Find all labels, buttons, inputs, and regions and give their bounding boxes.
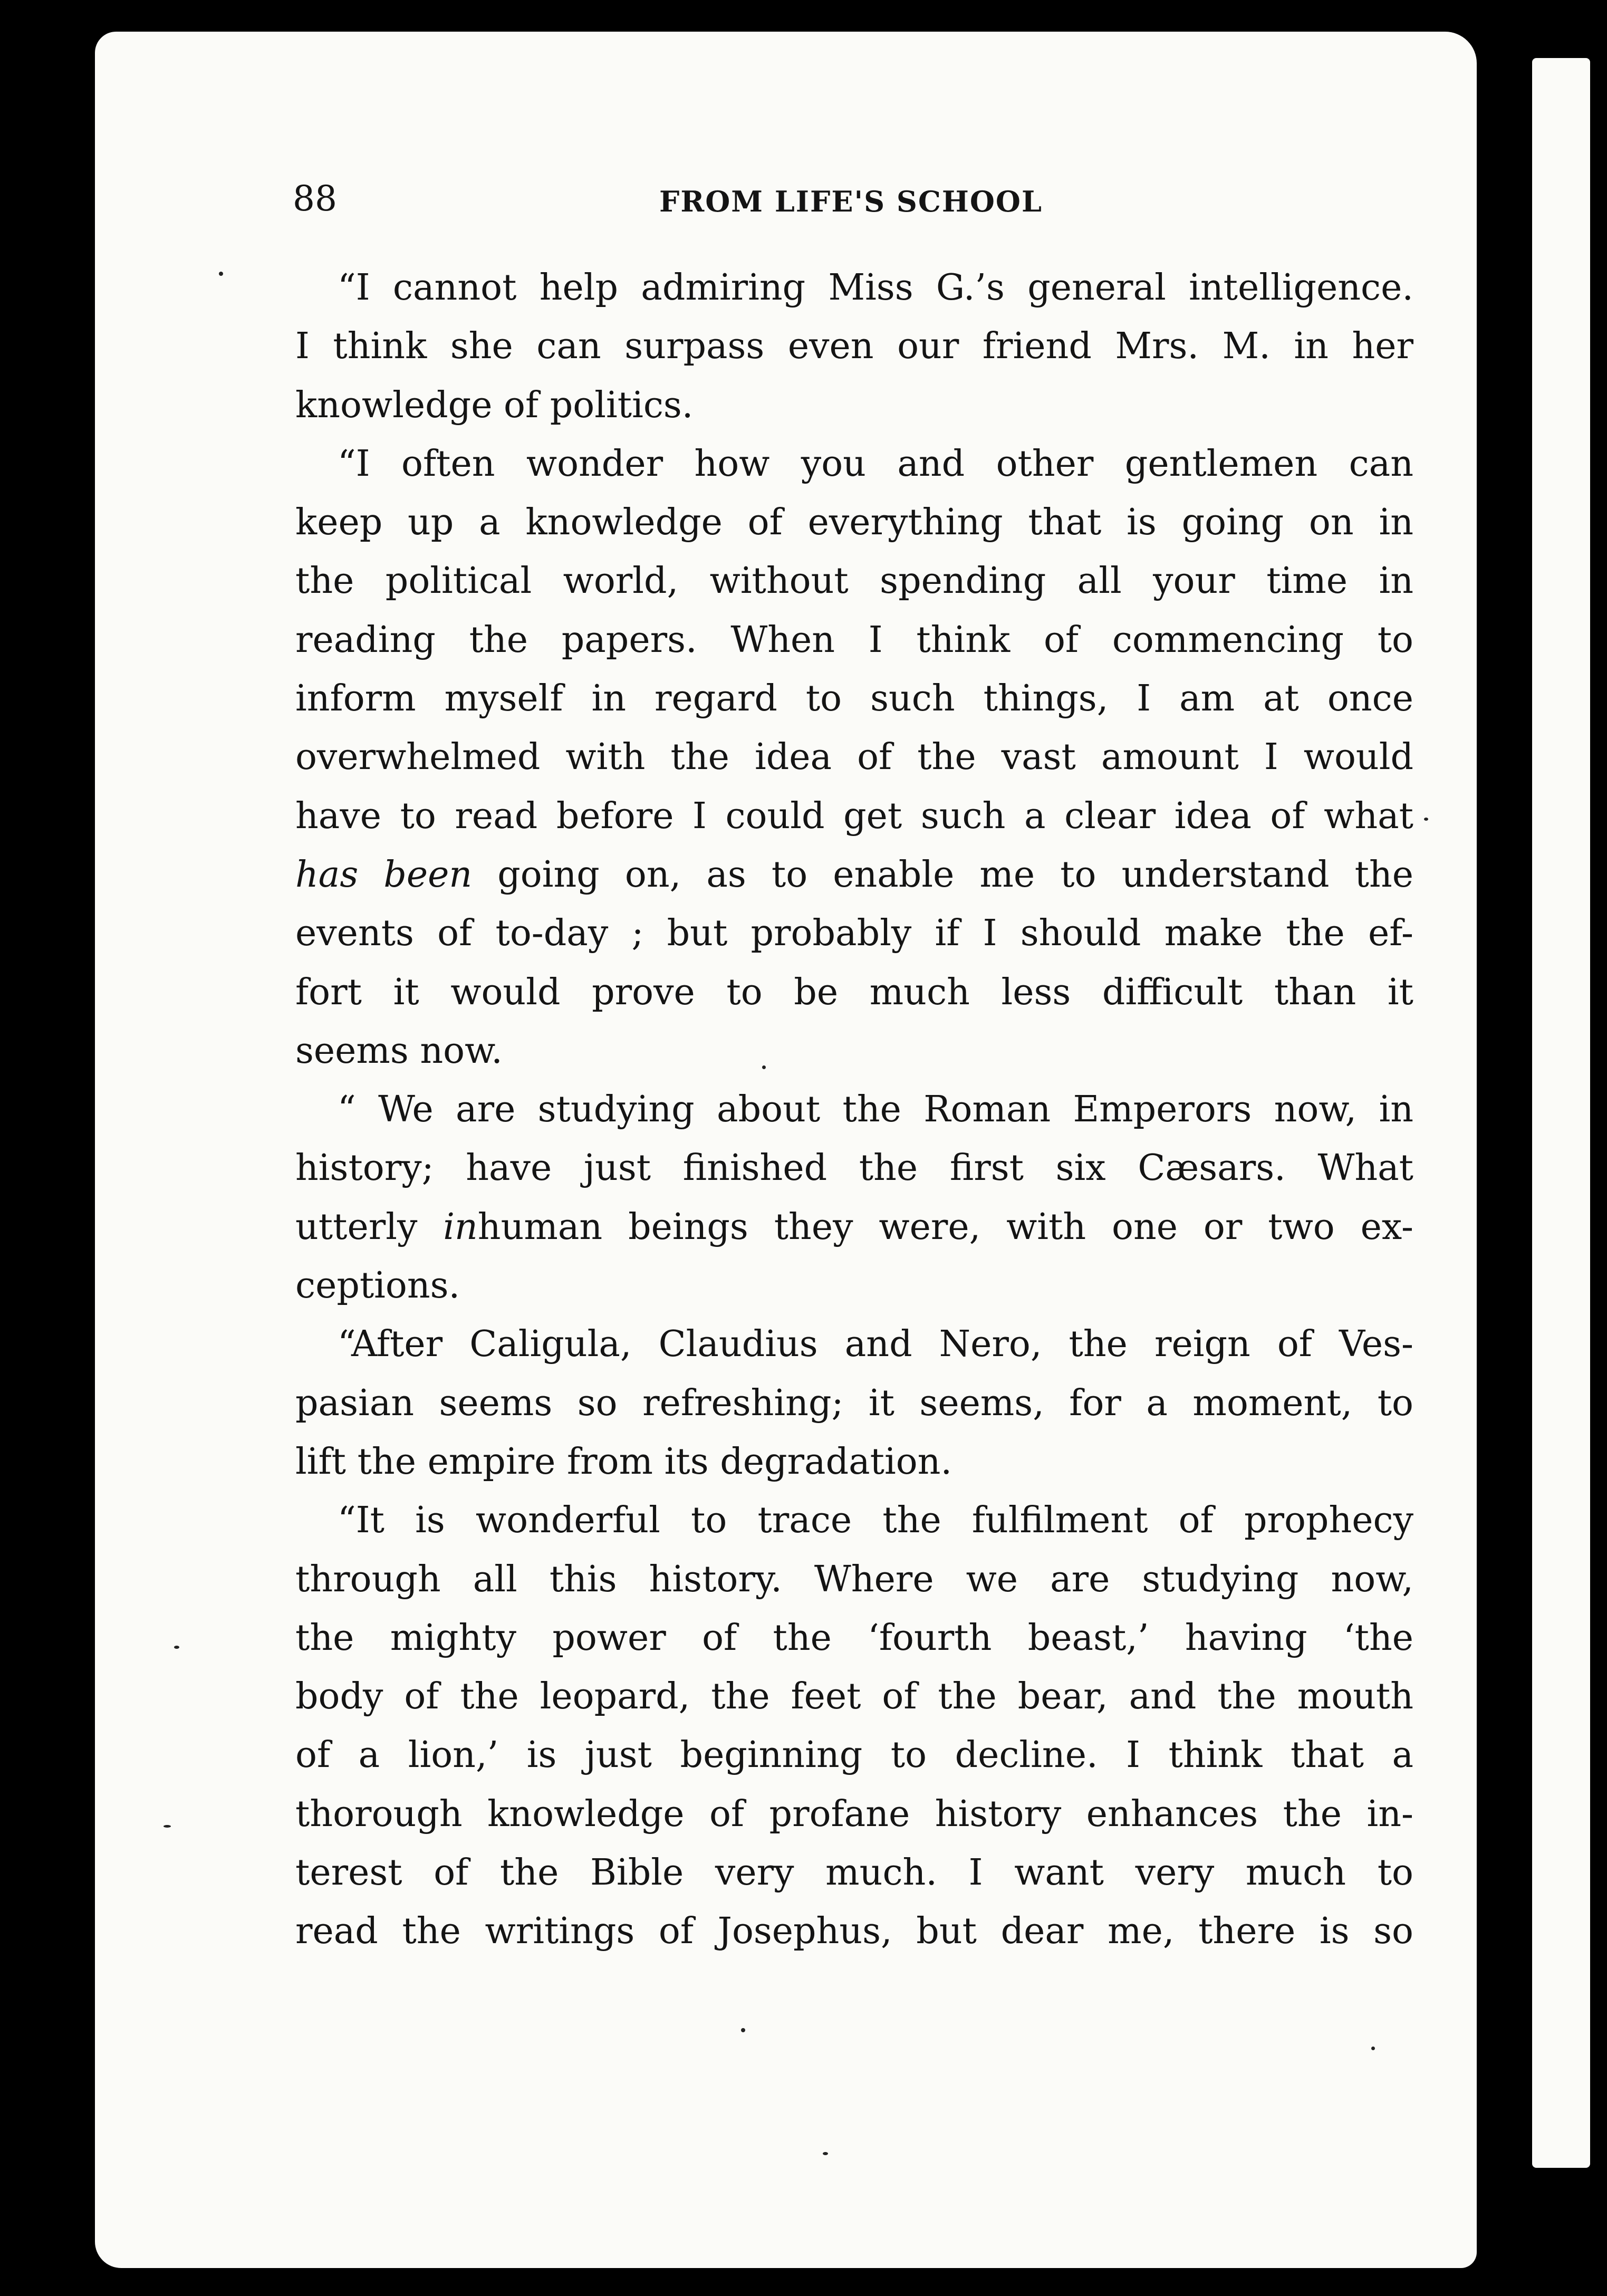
text-line: “ We are studying about the Roman Emperors now, in	[338, 1089, 1413, 1131]
text-line: knowledge of politics.	[295, 384, 694, 426]
text-line	[295, 1198, 1413, 1256]
text-line: lift the empire from its degradation.	[295, 1440, 952, 1483]
ink-speck	[823, 2152, 828, 2155]
ink-speck	[762, 1065, 766, 1069]
text-line: keep up a knowledge of everything that is going on in	[295, 502, 1413, 544]
italic-in: in	[443, 1206, 478, 1248]
italic-has-been: has been	[295, 853, 473, 896]
page-number: 88	[293, 178, 337, 219]
text-line: have to read before I could get such a clear idea of what	[295, 795, 1413, 837]
text-line: reading the papers. When I think of commencing to	[295, 619, 1413, 661]
ink-speck	[741, 2028, 745, 2032]
text-line-start: utterly	[295, 1206, 444, 1248]
text-line: through all this history. Where we are studying now,	[295, 1558, 1413, 1600]
text-line: fort it would prove to be much less difficult than it	[295, 971, 1413, 1013]
text-line: body of the leopard, the feet of the bear, and the mouth	[295, 1676, 1413, 1718]
text-line: thorough knowledge of profane history enhances the in-	[295, 1793, 1413, 1835]
text-line: pasian seems so refreshing; it seems, for a moment, to	[295, 1382, 1413, 1424]
running-head: FROM LIFE'S SCHOOL	[659, 185, 1043, 218]
text-line: of a lion,’ is just beginning to decline. I think that a	[295, 1734, 1413, 1776]
text-line: events of to-day ; but probably if I should make the ef-	[295, 912, 1413, 955]
text-line: I think she can surpass even our friend Mrs. M. in her	[295, 325, 1413, 368]
text-line: the political world, without spending all your time in	[295, 560, 1413, 602]
ink-speck	[174, 1646, 179, 1649]
text-line-rest: going on, as to enable me to understand the	[497, 853, 1414, 896]
text-line-rest: human beings they were, with one or two ex-	[477, 1206, 1413, 1248]
text-line: “After Caligula, Claudius and Nero, the reign of Ves-	[338, 1323, 1413, 1366]
text-line: the mighty power of the ‘fourth beast,’ having ‘the	[295, 1617, 1413, 1659]
text-line: “It is wonderful to trace the fulfilment of prophecy	[338, 1500, 1413, 1542]
text-line: “I cannot help admiring Miss G.’s general intelligence.	[338, 267, 1413, 309]
text-line: seems now.	[295, 1030, 503, 1072]
text-line: ceptions.	[295, 1265, 460, 1307]
ink-speck	[1371, 2047, 1375, 2050]
text-line: overwhelmed with the idea of the vast amount I would	[295, 736, 1413, 779]
ink-speck	[163, 1825, 171, 1828]
text-line	[295, 846, 1413, 904]
page-header	[293, 174, 1416, 232]
ink-speck	[1424, 818, 1428, 821]
text-line: inform myself in regard to such things, I am at once	[295, 678, 1413, 720]
text-line: history; have just finished the first six Cæsars. What	[295, 1147, 1413, 1189]
ink-speck	[219, 272, 223, 276]
text-line: terest of the Bible very much. I want very much to	[295, 1852, 1413, 1894]
text-line: “I often wonder how you and other gentlemen can	[338, 443, 1413, 485]
body-text	[295, 258, 1413, 1961]
adjacent-page-edge	[1532, 58, 1590, 2168]
text-line: read the writings of Josephus, but dear me, there is so	[295, 1910, 1413, 1953]
